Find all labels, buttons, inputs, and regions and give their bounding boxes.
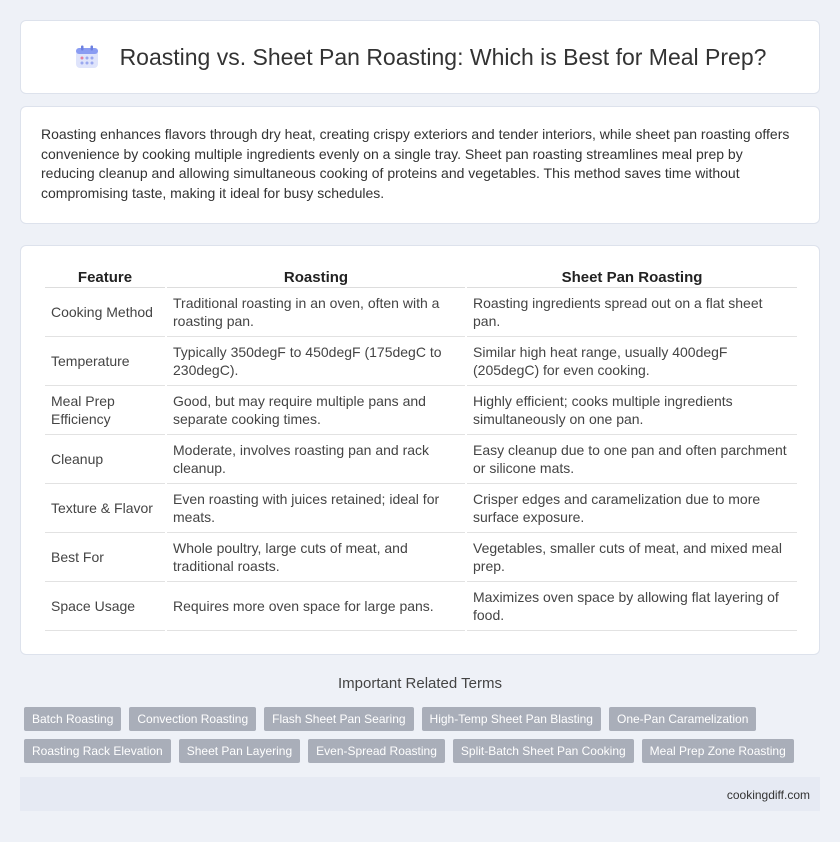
row-roasting: Whole poultry, large cuts of meat, and traditional roasts.	[167, 533, 465, 582]
row-sheet-pan: Vegetables, smaller cuts of meat, and mixed meal prep.	[467, 533, 797, 582]
header-sheet-pan: Sheet Pan Roasting	[467, 266, 797, 288]
table-row	[45, 582, 797, 631]
row-sheet-pan: Maximizes oven space by allowing flat layering of food.	[467, 582, 797, 631]
tag-meal-prep-zone-roasting[interactable]: Meal Prep Zone Roasting	[642, 739, 794, 763]
tag-roasting-rack-elevation[interactable]: Roasting Rack Elevation	[24, 739, 171, 763]
row-roasting: Moderate, involves roasting pan and rack cleanup.	[167, 435, 465, 484]
row-roasting: Traditional roasting in an oven, often with a roasting pan.	[167, 288, 465, 337]
row-roasting: Good, but may require multiple pans and separate cooking times.	[167, 386, 465, 435]
intro-card	[20, 106, 820, 224]
tag-convection-roasting[interactable]: Convection Roasting	[129, 707, 256, 731]
tag-row	[24, 707, 804, 731]
row-sheet-pan: Similar high heat range, usually 400degF (205degC) for even cooking.	[467, 337, 797, 386]
row-sheet-pan: Roasting ingredients spread out on a flat sheet pan.	[467, 288, 797, 337]
page-title: Roasting vs. Sheet Pan Roasting: Which is Best for Meal Prep?	[119, 43, 767, 70]
row-feature: Temperature	[45, 337, 165, 386]
row-roasting: Typically 350degF to 450degF (175degC to 230degC).	[167, 337, 465, 386]
tag-one-pan-caramelization[interactable]: One-Pan Caramelization	[609, 707, 756, 731]
tag-high-temp-sheet-pan-blasting[interactable]: High-Temp Sheet Pan Blasting	[422, 707, 601, 731]
related-terms-tags	[24, 707, 804, 771]
footer	[20, 777, 820, 811]
row-sheet-pan: Crisper edges and caramelization due to more surface exposure.	[467, 484, 797, 533]
footer-site[interactable]: cookingdiff.com	[726, 788, 810, 802]
tag-batch-roasting[interactable]: Batch Roasting	[24, 707, 121, 731]
row-feature: Cooking Method	[45, 288, 165, 337]
row-feature: Cleanup	[45, 435, 165, 484]
tag-split-batch-sheet-pan-cooking[interactable]: Split-Batch Sheet Pan Cooking	[453, 739, 634, 763]
tag-row	[24, 739, 804, 763]
tag-flash-sheet-pan-searing[interactable]: Flash Sheet Pan Searing	[264, 707, 413, 731]
row-sheet-pan: Easy cleanup due to one pan and often parchment or silicone mats.	[467, 435, 797, 484]
intro-text: Roasting enhances flavors through dry heat, creating crispy exteriors and tender interiors, while sheet pan roasting offers convenience by cooking multiple ingredients evenly on a single tray. Sheet pan roasting streamlines meal prep by reducing cleanup and allowing simultaneous cooking of proteins and vegetables. This method saves time without compromising taste, making it ideal for busy schedules.	[41, 126, 790, 201]
row-sheet-pan: Highly efficient; cooks multiple ingredients simultaneously on one pan.	[467, 386, 797, 435]
row-roasting: Even roasting with juices retained; ideal for meats.	[167, 484, 465, 533]
comparison-table	[43, 266, 799, 631]
row-feature: Space Usage	[45, 582, 165, 631]
table-row	[45, 484, 797, 533]
table-row	[45, 435, 797, 484]
table-header-row	[45, 266, 797, 288]
title-card	[20, 20, 820, 94]
header-roasting: Roasting	[167, 266, 465, 288]
tag-even-spread-roasting[interactable]: Even-Spread Roasting	[308, 739, 445, 763]
row-feature: Meal Prep Efficiency	[45, 386, 165, 435]
comparison-card	[20, 245, 820, 655]
row-feature: Best For	[45, 533, 165, 582]
table-row	[45, 533, 797, 582]
tag-sheet-pan-layering[interactable]: Sheet Pan Layering	[179, 739, 300, 763]
related-terms-title: Important Related Terms	[338, 675, 502, 692]
table-row	[45, 337, 797, 386]
row-feature: Texture & Flavor	[45, 484, 165, 533]
table-row	[45, 386, 797, 435]
header-feature: Feature	[45, 266, 165, 288]
table-row	[45, 288, 797, 337]
calendar-icon	[74, 44, 100, 70]
row-roasting: Requires more oven space for large pans.	[167, 582, 465, 631]
